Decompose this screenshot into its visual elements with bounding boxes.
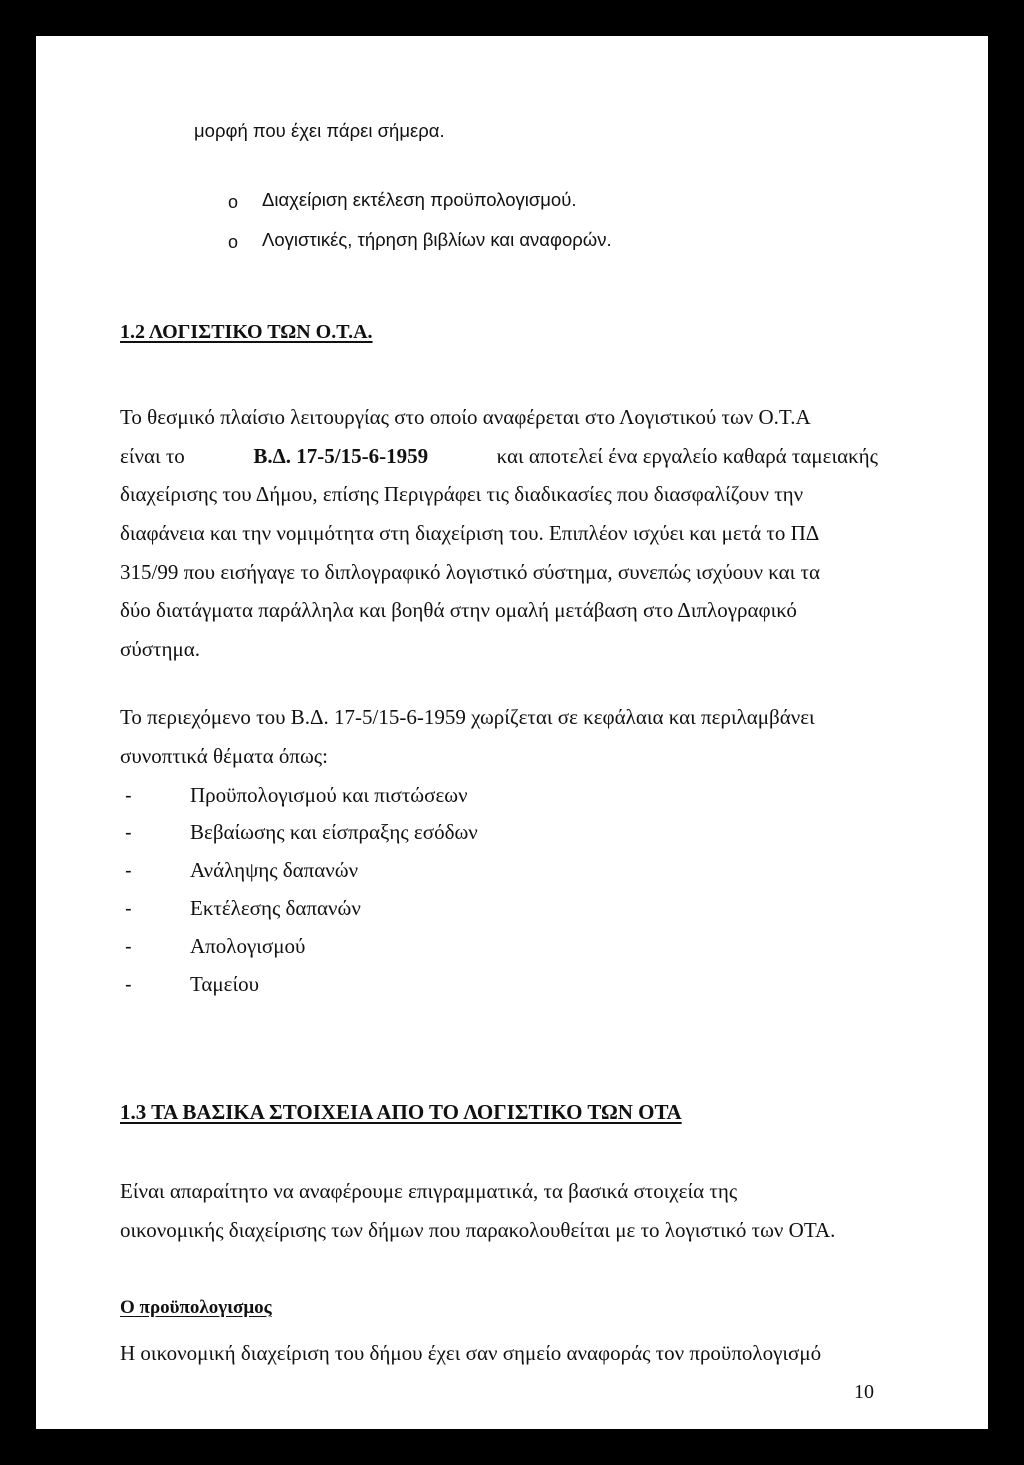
line-text: 315/99 που εισήγαγε το διπλογραφικό λογιστικό σύστημα, συνεπώς ισχύουν και τα <box>120 560 821 584</box>
line-text: Είναι απαραίτητο να αναφέρουμε επιγραμματικά, τα βασικά στοιχεία της <box>120 1179 738 1203</box>
line-text: διαχείρισης του Δήμου, επίσης Περιγράφει τις διαδικασίες που διασφαλίζουν την <box>120 482 804 506</box>
paragraph-line <box>120 484 878 505</box>
line-text: είναι το <box>120 444 185 468</box>
list-dash: - <box>125 936 132 958</box>
paragraph-line <box>120 523 876 544</box>
list-dash: - <box>125 785 132 807</box>
line-text: δύο διατάγματα παράλληλα και βοηθά στην ομαλή μετάβαση στο Διπλογραφικό <box>120 598 797 622</box>
list-item: Ανάληψης δαπανών <box>190 858 359 882</box>
paragraph-line: συνοπτικά θέματα όπως: <box>120 744 328 768</box>
bullet-item: Λογιστικές, τήρηση βιβλίων και αναφορών. <box>262 229 612 250</box>
line-text: και αποτελεί ένα εργαλείο καθαρά ταμειακής <box>496 444 878 468</box>
bullet-item: Διαχείριση εκτέλεση προϋπολογισμού. <box>262 189 577 210</box>
line-text: Το περιεχόμενο του Β.Δ. 17-5/15-6-1959 χωρίζεται σε κεφάλαια και περιλαμβάνει <box>120 705 815 729</box>
section-heading-1-3: 1.3 ΤΑ ΒΑΣΙΚΑ ΣΤΟΙΧΕΙΑ ΑΠΟ ΤΟ ΛΟΓΙΣΤΙΚΟ ΤΩΝ ΟΤΑ <box>120 1100 682 1124</box>
paragraph-line: σύστημα. <box>120 637 200 661</box>
list-item: Προϋπολογισμού και πιστώσεων <box>190 783 468 807</box>
decree-reference: Β.Δ. 17-5/15-6-1959 <box>253 444 429 468</box>
line-text: Η οικονομική διαχείριση του δήμου έχει σαν σημείο αναφοράς τον προϋπολογισμό <box>120 1341 822 1365</box>
list-item: Εκτέλεσης δαπανών <box>190 896 361 920</box>
paragraph-line: οικονομικής διαχείρισης των δήμων που παρακολουθείται με το λογιστικό των ΟΤΑ. <box>120 1218 836 1242</box>
bullet-marker: o <box>228 192 239 212</box>
paragraph-line <box>120 707 878 728</box>
line-text: διαφάνεια και την νομιμότητα στη διαχείριση του. Επιπλέον ισχύει και μετά το ΠΔ <box>120 521 820 545</box>
paragraph-line <box>120 562 878 583</box>
line-text: Το θεσμικό πλαίσιο λειτουργίας στο οποίο αναφέρεται στο Λογιστικού των Ο.Τ.Α <box>120 405 811 429</box>
document-page <box>36 36 988 1429</box>
paragraph-line <box>120 407 848 428</box>
list-dash: - <box>125 974 132 996</box>
paragraph-line <box>120 1181 880 1202</box>
paragraph-line <box>120 446 878 467</box>
list-dash: - <box>125 822 132 844</box>
subheading-budget: Ο προϋπολογισμος <box>120 1297 272 1318</box>
paragraph-line <box>120 1343 878 1364</box>
bullet-marker: o <box>228 232 239 252</box>
list-item: Βεβαίωσης και είσπραξης εσόδων <box>190 820 478 844</box>
list-dash: - <box>125 860 132 882</box>
section-heading-1-2: 1.2 ΛΟΓΙΣΤΙΚΟ ΤΩΝ Ο.Τ.Α. <box>120 321 373 343</box>
paragraph-line <box>120 600 878 621</box>
list-item: Ταμείου <box>190 972 260 996</box>
list-dash: - <box>125 898 132 920</box>
page-number: 10 <box>854 1381 874 1403</box>
intro-line: μορφή που έχει πάρει σήμερα. <box>194 120 445 141</box>
list-item: Απολογισμού <box>190 934 306 958</box>
